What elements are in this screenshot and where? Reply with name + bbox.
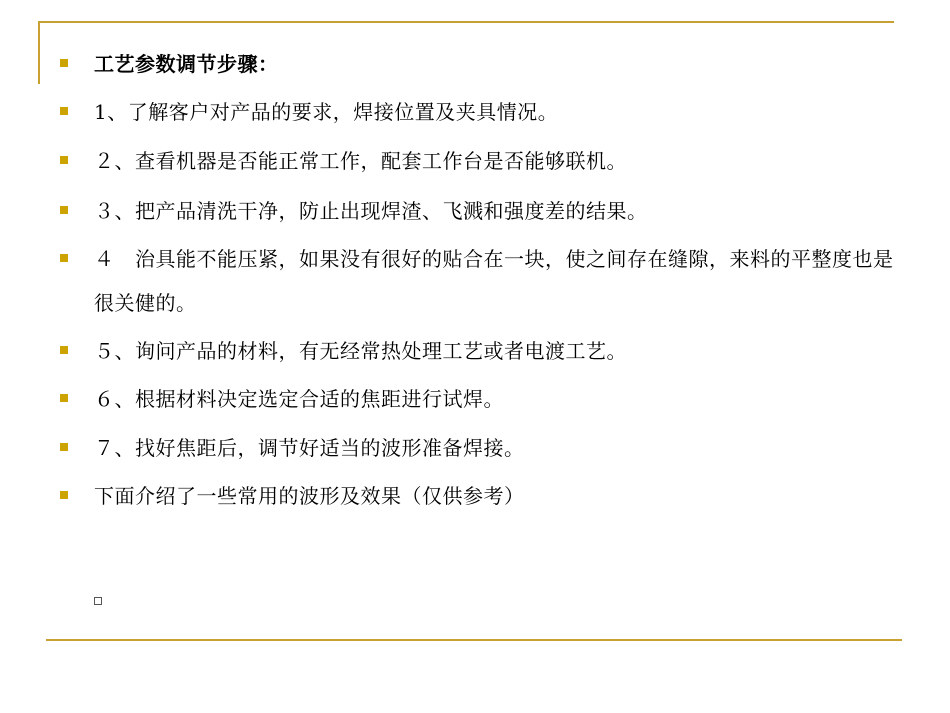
bullet-icon — [60, 346, 68, 354]
bullet-icon — [60, 491, 68, 499]
bullet-icon — [60, 254, 68, 262]
list-item-text: 1、了解客户对产品的要求，焊接位置及夹具情况。 — [94, 100, 559, 124]
list-item-text: ５、询问产品的材料，有无经常热处理工艺或者电渡工艺。 — [94, 339, 627, 363]
list-item-text: ２、查看机器是否能正常工作，配套工作台是否能够联机。 — [94, 149, 627, 173]
list-item-text: ４ 治具能不能压紧，如果没有很好的贴合在一块，使之间存在缝隙，来料的平整度也是很关健的。 — [94, 247, 894, 315]
bullet-icon — [60, 107, 68, 115]
bottom-rule — [46, 639, 902, 641]
bullet-icon — [60, 59, 68, 67]
list-item-text: ６、根据材料决定选定合适的焦距进行试焊。 — [94, 387, 504, 411]
bullet-icon — [60, 443, 68, 451]
hollow-square-bullet-icon — [94, 597, 102, 605]
list-item-text: ３、把产品清洗干净，防止出现焊渣、飞溅和强度差的结果。 — [94, 199, 648, 223]
left-rule — [38, 22, 40, 84]
list-item-text: 工艺参数调节步骤： — [94, 52, 279, 76]
bullet-icon — [60, 206, 68, 214]
list-item-text: 下面介绍了一些常用的波形及效果（仅供参考） — [94, 484, 525, 508]
bullet-icon — [60, 394, 68, 402]
list-item-text: ７、找好焦距后，调节好适当的波形准备焊接。 — [94, 436, 525, 460]
bullet-icon — [60, 156, 68, 164]
top-rule — [38, 21, 894, 23]
